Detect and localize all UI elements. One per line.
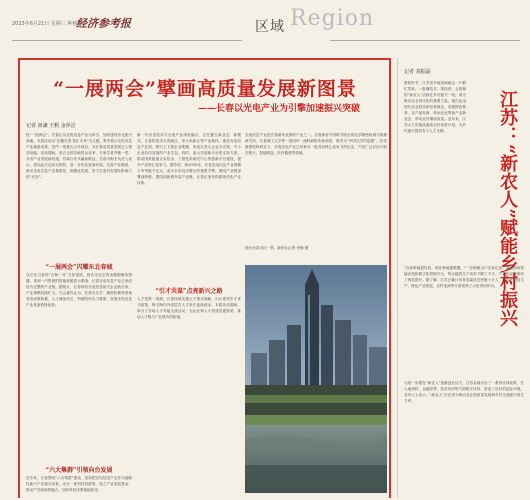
- header-rule-left: [12, 40, 242, 41]
- side-column-3: 为进一步激发“新农人”创新创业活力，江苏各地出台了一系列支持政策，在土地流转、金融信贷、技术培训等方面给予扶持，营造了良好的创业环境。业内人士表示，“新农人”正在成为推动农业高质量发展和乡村全面振兴的生力军。: [404, 381, 524, 403]
- photo-caption: 图为长春市区一景。新华社记者 许畅 摄: [245, 246, 309, 250]
- subhead-1: “一展两会”闪耀东北春城: [45, 264, 113, 271]
- main-column-1b: 从长光卫星的“吉林一号”卫星星座，到长光辰芯的高端图像传感器，再到一汽集团的智能座舱显示系统，长春光电信息产业已形成较为完整的产业链。据统计，长春现有光电信息相关企业数百家，产业规模持续扩大。与会嘉宾认为，长春在光学、精密机械等领域具有深厚积累，人才储备充足，科研院所实力雄厚，发展光电信息产业具备独特优势。: [26, 273, 132, 307]
- main-column-2: 新一代信息技术与光电产业深度融合，正在催生新业态、新模式。长春将依托长春新区、净月高新区等产业载体，建设光电信息产业园，吸引上下游企业集聚，形成以龙头企业为引领、中小企业协同发展的产业生态。同时，加大对创新平台的支持力度，推动国家级重点实验室、工程技术研究中心等创新平台建设，提升产业核心竞争力。据介绍，到2025年，长春光电信息产业规模力争突破千亿元，成为全市经济增长的重要引擎。围绕产业链部署创新链，围绕创新链布局产业链，长春正加快构建现代化产业体系。: [137, 133, 241, 185]
- masthead: 经济参考报: [76, 17, 131, 30]
- main-byline: 记者 祖谦 王帆 金萍洁: [26, 123, 76, 129]
- column-divider: [397, 58, 398, 498]
- subhead-3: “引才共谋”点亮新兴之路: [155, 288, 223, 295]
- side-byline: 记者 刘振磊: [404, 69, 431, 75]
- section-title-chinese: 区域: [255, 19, 285, 35]
- main-subheadline: ——长春以光电产业为引擎加速振兴突破: [197, 104, 360, 114]
- main-column-1c: 近年来，长春围绕“六大集群”建设，坚持把光电信息产业作为战略性新兴产业重点培育，出台一系列扶持政策，设立产业发展基金，推动产学研深度融合，加快科技成果就地转化。: [26, 476, 132, 492]
- main-headline: “一展两会”擘画高质量发展新图景: [53, 78, 357, 100]
- side-headline: 江苏：“新农人”赋能乡村振兴: [497, 90, 518, 327]
- header-rule-right: [330, 40, 520, 41]
- main-column-1: 经“一展两会”，长春正以光电信息产业为牵引，加快建设东北振兴高地。本届活动以“光耀长春 智汇未来”为主题，集中展示光电信息产业最新成果，签约一批重大合作项目，为长春高质量发展注入强劲动能。活动期间，来自全国各地的企业家、专家学者齐聚一堂，共话产业发展新机遇，共谋合作共赢新路径。长春市相关负责人表示，将以此次活动为契机，进一步优化营商环境，完善产业链条，推动光电信息产业集群化、规模化发展，努力打造具有国际影响力的“光谷”。: [26, 133, 132, 179]
- side-column-2: “以前种地靠经验，现在种地靠数据。”一位种粮大户告诉记者，通过使用智能农机和数字化管理平台，每亩地的生产成本下降了不少，产量和品质都有了明显提升。据了解，江苏已累计培育高素质农民数十万人，他们在粮食生产、特色产业发展、农村电商等方面发挥了示范带动作用。: [404, 266, 524, 288]
- section-title-english: Region: [290, 6, 375, 31]
- dateline: 2023年6月21日 星期三 种植 52: [12, 21, 86, 27]
- side-column-1: 夏收时节，江苏省多地田间地头一片繁忙景象。一批懂技术、善经营、会管理的“新农人”活跃在乡村振兴一线，成为推动农业现代化的重要力量。他们运用现代农业技术和经营理念，发展特色种养、农产品电商、休闲农业等新产业新业态，带动农民增收致富。近年来，江苏大力实施高素质农民培育计划，为乡村振兴提供有力人才支撑。: [404, 81, 466, 133]
- city-skyline-photo: [245, 265, 387, 493]
- main-column-3: 光电信息产业是长春最具优势的产业之一。长春拥有中国科学院长春光学精密机械与物理研究所、长春理工大学等一批国内一流科研院所和高校，被誉为“中国光学的摇篮”。依托雄厚的科研实力，长春光电产业已培育出一批具有核心竞争力的企业，产品广泛应用于航空航天、智能制造、医疗健康等领域。: [245, 133, 387, 155]
- subhead-2: “六大集群”引领向台发展: [45, 467, 113, 474]
- main-column-2b: 人才是第一资源。长春持续实施人才强市战略，出台系列引才育才政策，吸引海内外高层次人才来长创新创业。本届活动期间，举办了多场人才对接交流活动，为企业和人才搭建沟通桥梁，推动人才链与产业链有效衔接。: [137, 297, 241, 319]
